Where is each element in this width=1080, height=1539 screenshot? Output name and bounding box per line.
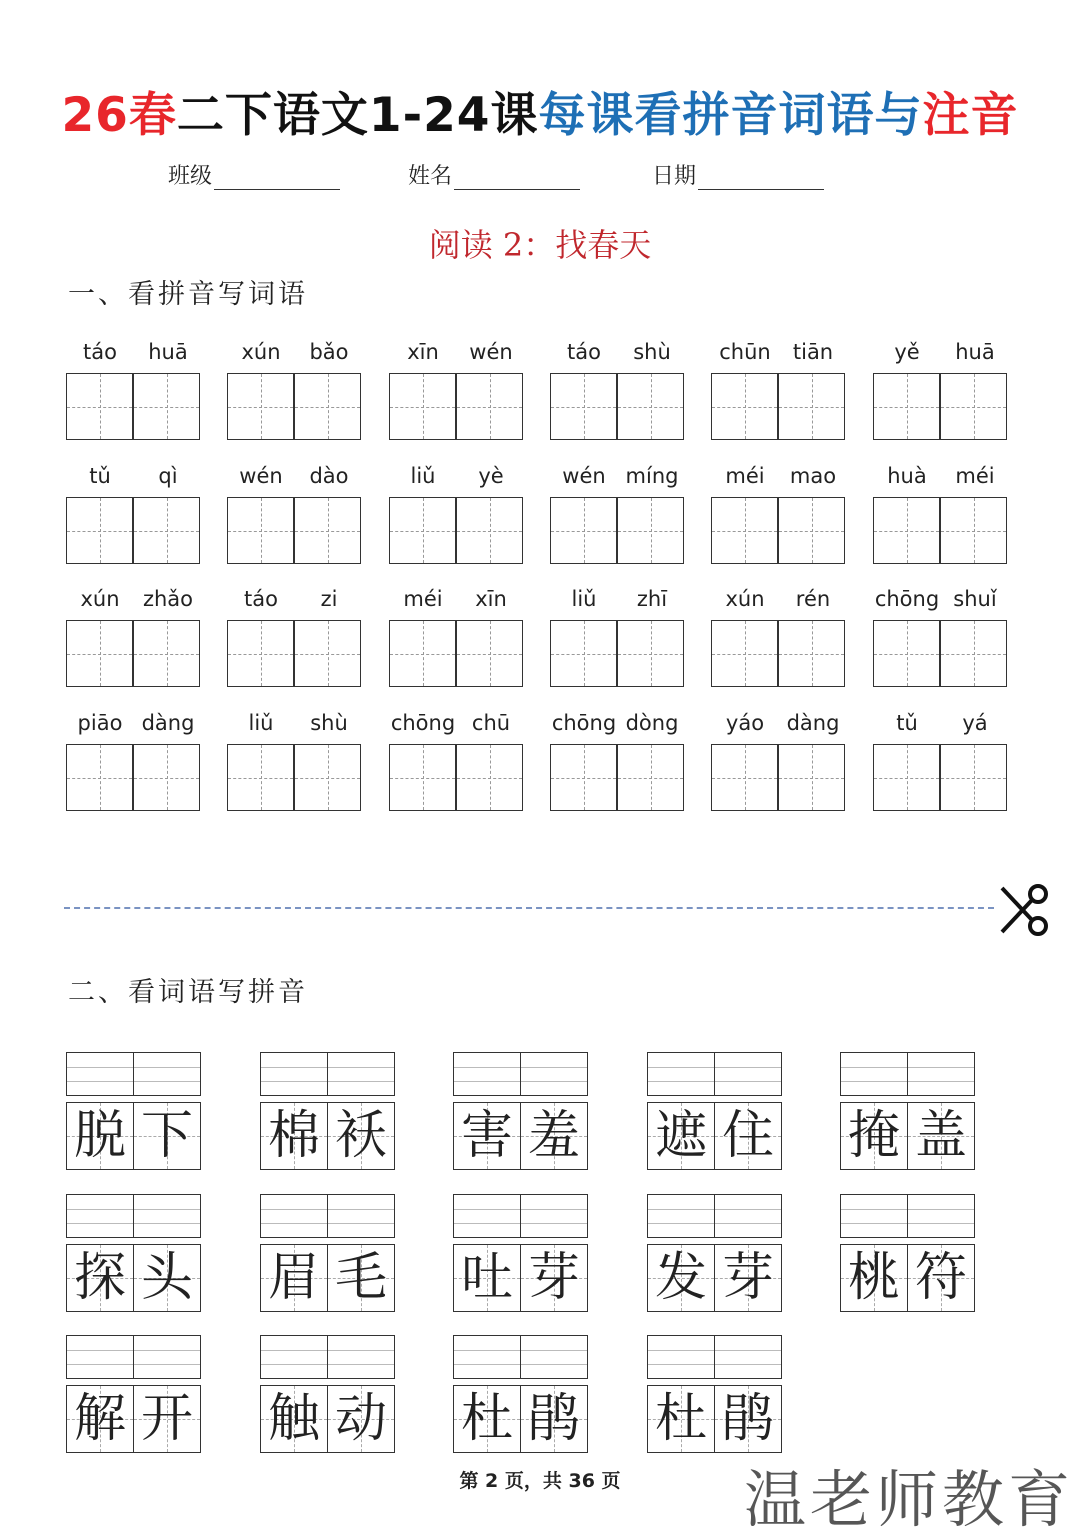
- pinyin-syllable: liǔ: [248, 711, 274, 735]
- hanzi-box: [260, 1385, 328, 1453]
- pinyin-writing-box[interactable]: [520, 1052, 588, 1096]
- writing-box[interactable]: [294, 497, 361, 564]
- writing-box[interactable]: [711, 373, 778, 440]
- writing-box[interactable]: [778, 373, 845, 440]
- writing-box[interactable]: [873, 744, 940, 811]
- hanzi-character: 眉: [267, 1248, 320, 1308]
- hanzi-box: [714, 1244, 782, 1312]
- hanzi-character: 下: [140, 1106, 193, 1166]
- hanzi-box: [647, 1244, 715, 1312]
- name-blank[interactable]: [454, 165, 580, 190]
- pinyin-syllable: chōng: [551, 711, 617, 735]
- hanzi-character: 棉: [267, 1106, 320, 1166]
- hanzi-box: [133, 1244, 201, 1312]
- pinyin-syllable: huà: [887, 464, 927, 488]
- pinyin-syllable: shù: [633, 340, 671, 364]
- brand-watermark: 温老师教育: [743, 1463, 1074, 1536]
- pinyin-syllable: piāo: [77, 711, 123, 735]
- pinyin-writing-box[interactable]: [647, 1194, 715, 1238]
- pinyin-writing-box[interactable]: [647, 1335, 715, 1379]
- word-pinyin-cell: [647, 1335, 783, 1455]
- pinyin-writing-box[interactable]: [327, 1335, 395, 1379]
- hanzi-character: 吐: [460, 1248, 513, 1308]
- pinyin-writing-box[interactable]: [714, 1194, 782, 1238]
- title-part-4: 注音: [922, 88, 1019, 143]
- pinyin-syllable: wén: [469, 340, 513, 364]
- pinyin-syllable: tiān: [792, 340, 834, 364]
- hanzi-character: 毛: [334, 1248, 387, 1308]
- pinyin-writing-box[interactable]: [327, 1194, 395, 1238]
- writing-box[interactable]: [550, 497, 617, 564]
- pinyin-writing-box[interactable]: [133, 1335, 201, 1379]
- pinyin-writing-box[interactable]: [66, 1194, 134, 1238]
- pinyin-writing-box[interactable]: [66, 1335, 134, 1379]
- writing-box[interactable]: [778, 744, 845, 811]
- writing-box[interactable]: [133, 373, 200, 440]
- hanzi-box: [520, 1244, 588, 1312]
- word-pinyin-cell: [260, 1194, 396, 1314]
- hanzi-character: 触: [267, 1389, 320, 1449]
- writing-box[interactable]: [294, 620, 361, 687]
- hanzi-character: 头: [140, 1248, 193, 1308]
- pinyin-writing-box[interactable]: [840, 1194, 908, 1238]
- pinyin-syllable: xún: [725, 587, 765, 611]
- pinyin-syllable: wén: [562, 464, 606, 488]
- pinyin-syllable: shuǐ: [953, 587, 997, 611]
- pinyin-writing-box[interactable]: [520, 1335, 588, 1379]
- word-pinyin-cell: [66, 1052, 202, 1172]
- hanzi-box: [714, 1102, 782, 1170]
- writing-box[interactable]: [456, 744, 523, 811]
- writing-box[interactable]: [550, 373, 617, 440]
- pinyin-writing-box[interactable]: [907, 1194, 975, 1238]
- pinyin-syllable: tǔ: [89, 464, 111, 488]
- hanzi-box: [907, 1244, 975, 1312]
- pinyin-syllable: dàng: [141, 711, 195, 735]
- hanzi-character: 鹃: [721, 1389, 774, 1449]
- hanzi-box: [840, 1102, 908, 1170]
- pinyin-writing-box[interactable]: [453, 1052, 521, 1096]
- name-label: 姓名: [408, 164, 453, 189]
- pinyin-syllable: dào: [309, 464, 349, 488]
- writing-box[interactable]: [227, 497, 294, 564]
- pinyin-syllable: xún: [80, 587, 120, 611]
- hanzi-character: 符: [914, 1248, 967, 1308]
- hanzi-character: 开: [140, 1389, 193, 1449]
- writing-box[interactable]: [617, 373, 684, 440]
- hanzi-box: [327, 1102, 395, 1170]
- writing-box[interactable]: [940, 497, 1007, 564]
- pinyin-syllable: mao: [789, 464, 837, 488]
- pinyin-syllable: xīn: [407, 340, 439, 364]
- writing-box[interactable]: [133, 620, 200, 687]
- writing-box[interactable]: [389, 744, 456, 811]
- writing-box[interactable]: [66, 497, 133, 564]
- word-pinyin-cell: [66, 1194, 202, 1314]
- writing-box[interactable]: [227, 744, 294, 811]
- hanzi-character: 住: [721, 1106, 774, 1166]
- pinyin-syllable: méi: [725, 464, 765, 488]
- writing-box[interactable]: [940, 744, 1007, 811]
- hanzi-box: [840, 1244, 908, 1312]
- pinyin-syllable: táo: [567, 340, 601, 364]
- hanzi-box: [327, 1244, 395, 1312]
- word-pinyin-cell: [260, 1335, 396, 1455]
- pinyin-syllable: rén: [795, 587, 831, 611]
- pinyin-writing-box[interactable]: [133, 1194, 201, 1238]
- word-pinyin-cell: [453, 1052, 589, 1172]
- pinyin-syllable: méi: [403, 587, 443, 611]
- pinyin-writing-box[interactable]: [453, 1335, 521, 1379]
- hanzi-character: 芽: [527, 1248, 580, 1308]
- hanzi-character: 遮: [654, 1106, 707, 1166]
- hanzi-character: 袄: [334, 1106, 387, 1166]
- pinyin-writing-box[interactable]: [260, 1194, 328, 1238]
- title-part-3: 每课看拼音词语与: [538, 88, 923, 143]
- hanzi-box: [453, 1385, 521, 1453]
- title-part-2: 二下语文1-24课: [176, 88, 539, 143]
- hanzi-box: [907, 1102, 975, 1170]
- writing-box[interactable]: [617, 620, 684, 687]
- hanzi-character: 发: [654, 1248, 707, 1308]
- pinyin-syllable: míng: [625, 464, 679, 488]
- pinyin-syllable: chōng: [874, 587, 940, 611]
- word-pinyin-cell: [840, 1194, 976, 1314]
- pinyin-writing-box[interactable]: [907, 1052, 975, 1096]
- scissors-icon: [994, 880, 1054, 940]
- pinyin-syllable: yě: [894, 340, 920, 364]
- pinyin-syllable: shù: [310, 711, 348, 735]
- hanzi-box: [714, 1385, 782, 1453]
- pinyin-syllable: yáo: [725, 711, 765, 735]
- writing-box[interactable]: [294, 744, 361, 811]
- pinyin-writing-box[interactable]: [453, 1194, 521, 1238]
- hanzi-box: [453, 1102, 521, 1170]
- pinyin-syllable: liǔ: [410, 464, 436, 488]
- hanzi-box: [260, 1102, 328, 1170]
- class-blank[interactable]: [214, 165, 340, 190]
- writing-box[interactable]: [133, 744, 200, 811]
- pinyin-writing-box[interactable]: [647, 1052, 715, 1096]
- writing-box[interactable]: [66, 744, 133, 811]
- writing-box[interactable]: [873, 620, 940, 687]
- pinyin-syllable: qì: [158, 464, 178, 488]
- pinyin-syllable: xún: [241, 340, 281, 364]
- writing-box[interactable]: [617, 497, 684, 564]
- writing-box[interactable]: [389, 373, 456, 440]
- hanzi-character: 芽: [721, 1248, 774, 1308]
- hanzi-character: 脱: [73, 1106, 126, 1166]
- pinyin-syllable: yè: [478, 464, 504, 488]
- section-2-heading: 二、看词语写拼音: [68, 977, 308, 1008]
- pinyin-syllable: wén: [239, 464, 283, 488]
- reading-title: 阅读 2：找春天: [428, 226, 652, 264]
- hanzi-box: [133, 1102, 201, 1170]
- word-pinyin-cell: [66, 1335, 202, 1455]
- pinyin-writing-box[interactable]: [66, 1052, 134, 1096]
- writing-box[interactable]: [66, 620, 133, 687]
- hanzi-character: 动: [334, 1389, 387, 1449]
- hanzi-character: 盖: [914, 1106, 967, 1166]
- pinyin-syllable: táo: [244, 587, 278, 611]
- writing-box[interactable]: [711, 620, 778, 687]
- hanzi-box: [647, 1385, 715, 1453]
- writing-box[interactable]: [227, 620, 294, 687]
- pinyin-writing-box[interactable]: [714, 1052, 782, 1096]
- writing-box[interactable]: [873, 497, 940, 564]
- writing-box[interactable]: [456, 620, 523, 687]
- writing-box[interactable]: [778, 497, 845, 564]
- date-blank[interactable]: [698, 165, 824, 190]
- writing-box[interactable]: [873, 373, 940, 440]
- writing-box[interactable]: [711, 744, 778, 811]
- hanzi-box: [66, 1385, 134, 1453]
- pinyin-syllable: táo: [83, 340, 117, 364]
- pinyin-syllable: dàng: [786, 711, 840, 735]
- hanzi-character: 杜: [654, 1389, 707, 1449]
- cut-line: [64, 907, 994, 909]
- word-pinyin-cell: [840, 1052, 976, 1172]
- hanzi-character: 杜: [460, 1389, 513, 1449]
- pinyin-writing-box[interactable]: [327, 1052, 395, 1096]
- writing-box[interactable]: [456, 497, 523, 564]
- hanzi-box: [520, 1385, 588, 1453]
- writing-box[interactable]: [66, 373, 133, 440]
- title-part-1: 26春: [61, 88, 177, 143]
- writing-box[interactable]: [294, 373, 361, 440]
- pinyin-writing-box[interactable]: [133, 1052, 201, 1096]
- writing-box[interactable]: [133, 497, 200, 564]
- writing-box[interactable]: [389, 620, 456, 687]
- pinyin-syllable: huā: [955, 340, 995, 364]
- pinyin-syllable: bǎo: [309, 340, 349, 364]
- writing-box[interactable]: [778, 620, 845, 687]
- hanzi-box: [260, 1244, 328, 1312]
- writing-box[interactable]: [940, 620, 1007, 687]
- pinyin-syllable: chūn: [719, 340, 771, 364]
- page-footer: 第 2 页，共 36 页: [459, 1470, 621, 1492]
- word-pinyin-cell: [260, 1052, 396, 1172]
- writing-box[interactable]: [940, 373, 1007, 440]
- hanzi-character: 害: [460, 1106, 513, 1166]
- class-label: 班级: [168, 164, 213, 189]
- writing-box[interactable]: [227, 373, 294, 440]
- name-field[interactable]: [408, 156, 580, 190]
- pinyin-syllable: liǔ: [571, 587, 597, 611]
- hanzi-box: [133, 1385, 201, 1453]
- pinyin-syllable: chōng: [390, 711, 456, 735]
- pinyin-syllable: huā: [148, 340, 188, 364]
- hanzi-box: [66, 1102, 134, 1170]
- worksheet-title: [0, 78, 1080, 145]
- writing-box[interactable]: [550, 620, 617, 687]
- hanzi-box: [453, 1244, 521, 1312]
- pinyin-syllable: chū: [471, 711, 511, 735]
- hanzi-box: [66, 1244, 134, 1312]
- pinyin-syllable: dòng: [625, 711, 679, 735]
- pinyin-syllable: zhǎo: [142, 587, 194, 611]
- hanzi-box: [327, 1385, 395, 1453]
- writing-box[interactable]: [617, 744, 684, 811]
- hanzi-character: 羞: [527, 1106, 580, 1166]
- class-field[interactable]: [168, 156, 340, 190]
- hanzi-box: [520, 1102, 588, 1170]
- pinyin-writing-box[interactable]: [840, 1052, 908, 1096]
- hanzi-character: 探: [73, 1248, 126, 1308]
- pinyin-syllable: méi: [955, 464, 995, 488]
- section-1-heading: 一、看拼音写词语: [68, 279, 308, 310]
- word-pinyin-cell: [453, 1335, 589, 1455]
- word-pinyin-cell: [453, 1194, 589, 1314]
- writing-box[interactable]: [550, 744, 617, 811]
- hanzi-character: 鹃: [527, 1389, 580, 1449]
- pinyin-syllable: yá: [962, 711, 988, 735]
- pinyin-writing-box[interactable]: [260, 1335, 328, 1379]
- pinyin-writing-box[interactable]: [520, 1194, 588, 1238]
- word-pinyin-cell: [647, 1194, 783, 1314]
- pinyin-syllable: zhī: [636, 587, 668, 611]
- hanzi-character: 桃: [847, 1248, 900, 1308]
- hanzi-character: 掩: [847, 1106, 900, 1166]
- pinyin-syllable: xīn: [475, 587, 507, 611]
- hanzi-character: 解: [73, 1389, 126, 1449]
- pinyin-syllable: tǔ: [896, 711, 918, 735]
- writing-box[interactable]: [389, 497, 456, 564]
- word-pinyin-cell: [647, 1052, 783, 1172]
- pinyin-writing-box[interactable]: [714, 1335, 782, 1379]
- date-field[interactable]: [652, 156, 824, 190]
- date-label: 日期: [652, 164, 697, 189]
- pinyin-syllable: zi: [320, 587, 338, 611]
- hanzi-box: [647, 1102, 715, 1170]
- pinyin-writing-box[interactable]: [260, 1052, 328, 1096]
- writing-box[interactable]: [456, 373, 523, 440]
- writing-box[interactable]: [711, 497, 778, 564]
